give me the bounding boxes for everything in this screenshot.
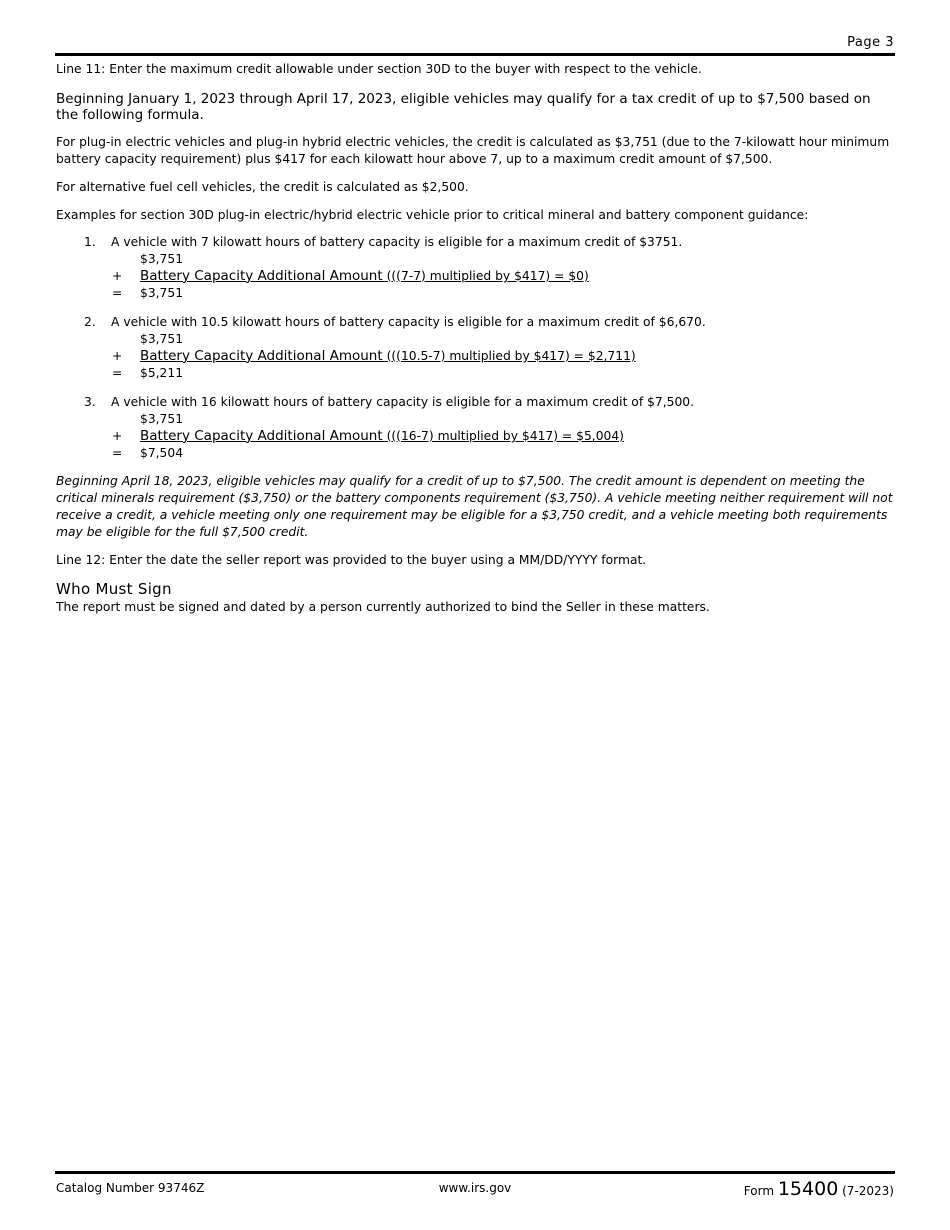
equals-sign: = [112,446,123,460]
line11-instruction: Line 11: Enter the maximum credit allowable under section 30D to the buyer with respect to the vehicle. [56,62,702,76]
fuelcell-paragraph: For alternative fuel cell vehicles, the credit is calculated as $2,500. [56,180,469,194]
example-additional-amount [140,348,636,365]
example-total: $7,504 [140,446,184,460]
bca-calculation: (((7-7) multiplied by $417) = $0) [382,269,589,283]
example-number: 1. [84,235,96,249]
plus-sign: + [112,269,123,283]
footer-rule [55,1171,895,1174]
page-footer [56,1178,894,1200]
page-number: Page 3 [847,35,894,50]
form-label: Form [743,1184,775,1198]
who-must-sign-heading: Who Must Sign [56,580,172,598]
example-base: $3,751 [140,332,184,346]
example-number: 2. [84,315,96,329]
example-item [56,394,894,462]
equals-sign: = [112,286,123,300]
example-base: $3,751 [140,412,184,426]
bca-calculation: (((16-7) multiplied by $417) = $5,004) [382,429,624,443]
form-identifier [744,1178,894,1200]
bca-label: Battery Capacity Additional Amount [140,428,383,444]
website-link[interactable]: www.irs.gov [438,1181,512,1195]
bca-label: Battery Capacity Additional Amount [140,268,383,284]
catalog-number: Catalog Number 93746Z [56,1181,205,1195]
example-item [56,234,894,302]
form-revision: (7-2023) [842,1184,894,1198]
examples-list [56,234,894,462]
plugin-paragraph: For plug-in electric vehicles and plug-in hybrid electric vehicles, the credit is calculated as $3,751 (due to the 7-kilowatt hour minimum battery capacity requirement) plus $417 for each kilowatt hour above 7, up to a maximum credit amount of $7,500. [56,135,890,166]
example-additional-amount [140,268,589,285]
bca-label: Battery Capacity Additional Amount [140,348,383,364]
intro-paragraph: Beginning January 1, 2023 through April 17, 2023, eligible vehicles may qualify for a tax credit of up to $7,500 based on the following formula. [56,91,871,123]
bca-calculation: (((10.5-7) multiplied by $417) = $2,711) [382,349,636,363]
plus-sign: + [112,349,123,363]
example-total: $5,211 [140,366,184,380]
example-text: A vehicle with 7 kilowatt hours of battery capacity is eligible for a maximum credit of $3751. [111,235,683,249]
example-number: 3. [84,395,96,409]
example-text: A vehicle with 10.5 kilowatt hours of battery capacity is eligible for a maximum credit of $6,670. [111,315,706,329]
example-text: A vehicle with 16 kilowatt hours of battery capacity is eligible for a maximum credit of $7,500. [111,395,694,409]
examples-intro: Examples for section 30D plug-in electric/hybrid electric vehicle prior to critical mineral and battery component guidance: [56,208,809,222]
page-content [56,60,894,616]
example-additional-amount [140,428,624,445]
who-must-sign-text: The report must be signed and dated by a person currently authorized to bind the Seller in these matters. [56,600,710,614]
example-total: $3,751 [140,286,184,300]
plus-sign: + [112,429,123,443]
example-base: $3,751 [140,252,184,266]
line12-instruction: Line 12: Enter the date the seller report was provided to the buyer using a MM/DD/YYYY format. [56,553,647,567]
form-number: 15400 [777,1178,839,1200]
equals-sign: = [112,366,123,380]
april-paragraph: Beginning April 18, 2023, eligible vehicles may qualify for a credit of up to $7,500. The credit amount is dependent on meeting the critical minerals requirement ($3,750) or the battery components requirement ($3,750). A vehicle meeting neither requirement will not receive a credit, a vehicle meeting only one requirement may be eligible for a $3,750 credit, and a vehicle meeting both requirements may be eligible for the full $7,500 credit. [56,474,893,539]
example-item [56,314,894,382]
header-rule [55,53,895,56]
